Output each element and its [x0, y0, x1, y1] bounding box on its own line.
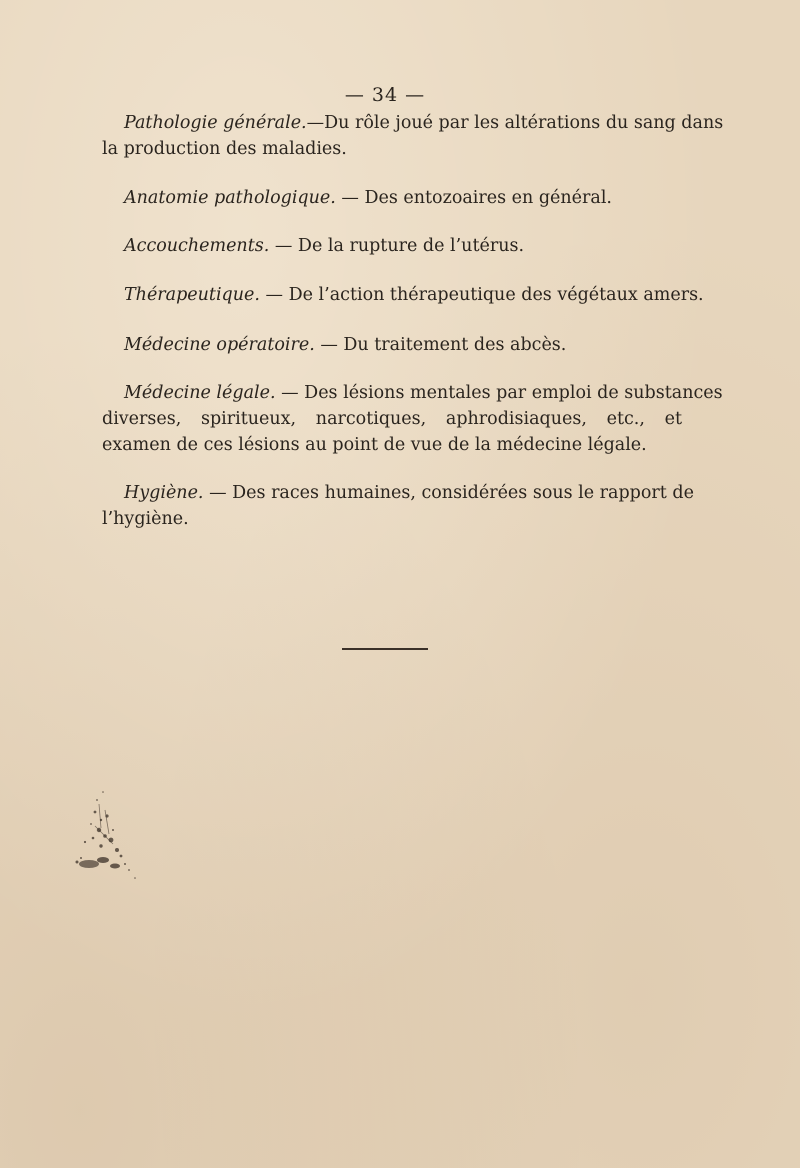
section-text: Des entozoaires en général.	[364, 188, 612, 208]
section-accouchements	[102, 233, 682, 259]
ink-stain	[55, 780, 165, 900]
section-heading: Anatomie pathologique.	[124, 188, 336, 208]
section-continuation: diverses, spiritueux, narcotiques, aphrodisiaques, etc., et examen de ces lésions au point de vue de la médecine légale.	[102, 409, 682, 455]
section-first-line	[102, 282, 704, 308]
section-separator: —	[335, 188, 365, 208]
section-heading: Médecine opératoire.	[124, 335, 315, 355]
section-therapeutique	[102, 282, 704, 308]
page-number: — 34 —	[344, 84, 426, 106]
section-text: Des races humaines, considérées sous le rapport de	[232, 483, 694, 503]
section-separator: —	[306, 113, 325, 133]
section-separator: —	[203, 483, 233, 503]
section-first-line	[102, 480, 694, 506]
section-separator: —	[275, 383, 305, 403]
section-first-line	[102, 185, 682, 211]
section-first-line	[102, 233, 682, 259]
section-heading: Pathologie générale.	[124, 113, 307, 133]
section-text: De l’action thérapeutique des végétaux amers.	[288, 285, 704, 305]
end-divider-rule	[342, 648, 428, 650]
section-separator: —	[314, 335, 344, 355]
section-hygiene	[102, 480, 694, 532]
section-first-line	[102, 332, 682, 358]
section-heading: Hygiène.	[124, 483, 204, 503]
section-medecine-operatoire	[102, 332, 682, 358]
section-text: Du rôle joué par les altérations du sang dans	[324, 113, 724, 133]
section-first-line	[102, 380, 723, 406]
section-text: Des lésions mentales par emploi de substances	[304, 383, 723, 403]
section-anatomie-pathologique	[102, 185, 682, 211]
section-separator: —	[269, 236, 298, 256]
section-pathologie-generale	[102, 110, 724, 162]
section-first-line	[102, 110, 724, 136]
section-separator: —	[259, 285, 289, 305]
section-heading: Thérapeutique.	[124, 285, 260, 305]
section-text: De la rupture de l’utérus.	[297, 236, 525, 256]
section-heading: Médecine légale.	[124, 383, 276, 403]
section-continuation: l’hygiène.	[102, 509, 189, 529]
section-text: Du traitement des abcès.	[343, 335, 567, 355]
section-medecine-legale	[102, 380, 723, 458]
section-heading: Accouchements.	[124, 236, 270, 256]
section-continuation: la production des maladies.	[102, 139, 347, 159]
